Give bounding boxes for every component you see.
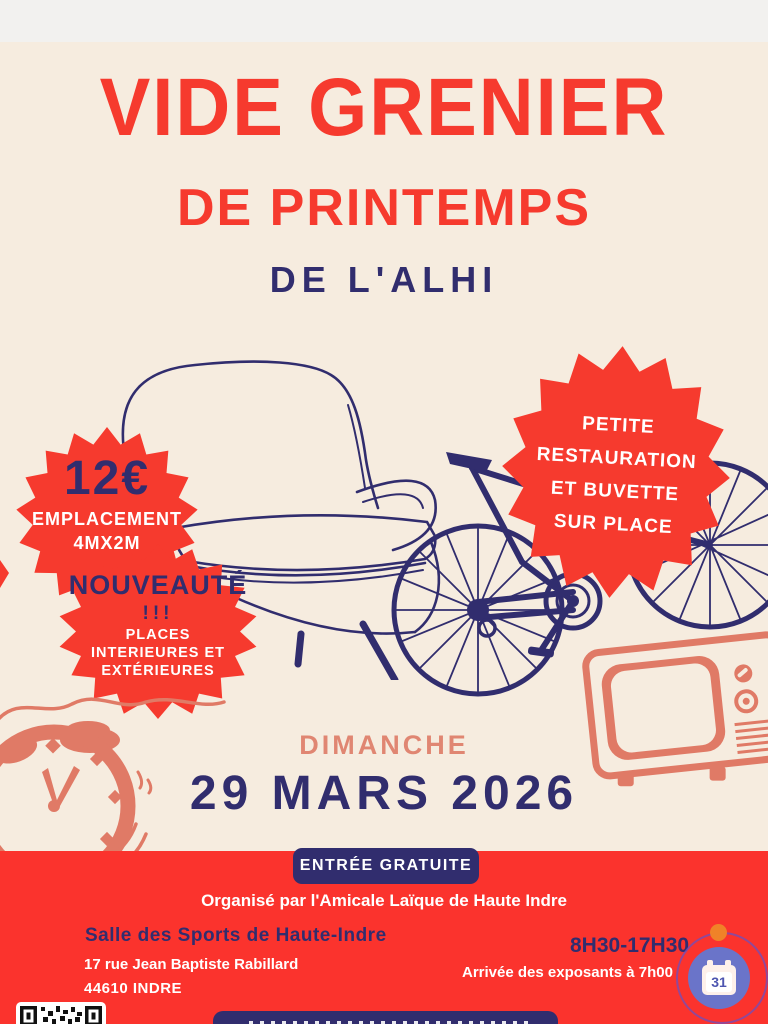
novelty-line2: INTERIEURES ET: [90, 645, 226, 661]
novelty-line1: PLACES: [125, 627, 191, 643]
price-line1: EMPLACEMENT: [32, 509, 182, 529]
calendar-button[interactable]: [688, 947, 750, 1009]
qr-code: [16, 1002, 106, 1024]
address-street: 17 rue Jean Baptiste Rabillard: [84, 956, 299, 973]
event-weekday: DIMANCHE: [299, 730, 469, 760]
address-city: 44610 INDRE: [84, 980, 183, 997]
exhibitors-arrival: Arrivée des exposants à 7h00: [462, 964, 673, 981]
price-line2: 4MX2M: [73, 533, 141, 553]
event-date: 29 MARS 2026: [189, 767, 579, 820]
calendar-widget[interactable]: [670, 918, 768, 1024]
food-line3: ET BUVETTE: [550, 477, 680, 506]
alarm-clock-illustration: [0, 688, 248, 856]
novelty-exclamation: !!!: [142, 603, 174, 624]
free-entry-pill: ENTRÉE GRATUITE: [293, 848, 479, 884]
food-line4: SUR PLACE: [553, 511, 674, 539]
food-badge: [496, 340, 737, 604]
venue-name: Salle des Sports de Haute-Indre: [85, 925, 387, 946]
notification-dot: [710, 924, 727, 941]
bottom-info-bar: [213, 1011, 558, 1024]
poster-title-line3: DE L'ALHI: [269, 259, 499, 300]
calendar-day-number: 31: [706, 972, 732, 992]
poster-title-line2: DE PRINTEMPS: [176, 179, 592, 237]
novelty-title: NOUVEAUTÉ: [68, 570, 248, 600]
food-line2: RESTAURATION: [536, 443, 698, 473]
poster-title-line1: VIDE GRENIER: [99, 61, 669, 154]
opening-hours: 8H30-17H30: [570, 934, 690, 957]
top-margin-strip: [0, 0, 768, 42]
price-amount: 12€: [63, 452, 151, 505]
decorative-spike: [0, 560, 9, 590]
novelty-line3: EXTÉRIEURES: [101, 663, 215, 679]
organizer-text: Organisé par l'Amicale Laïque de Haute Indre: [201, 891, 567, 910]
calendar-icon: [702, 965, 736, 995]
food-line1: PETITE: [581, 412, 656, 438]
